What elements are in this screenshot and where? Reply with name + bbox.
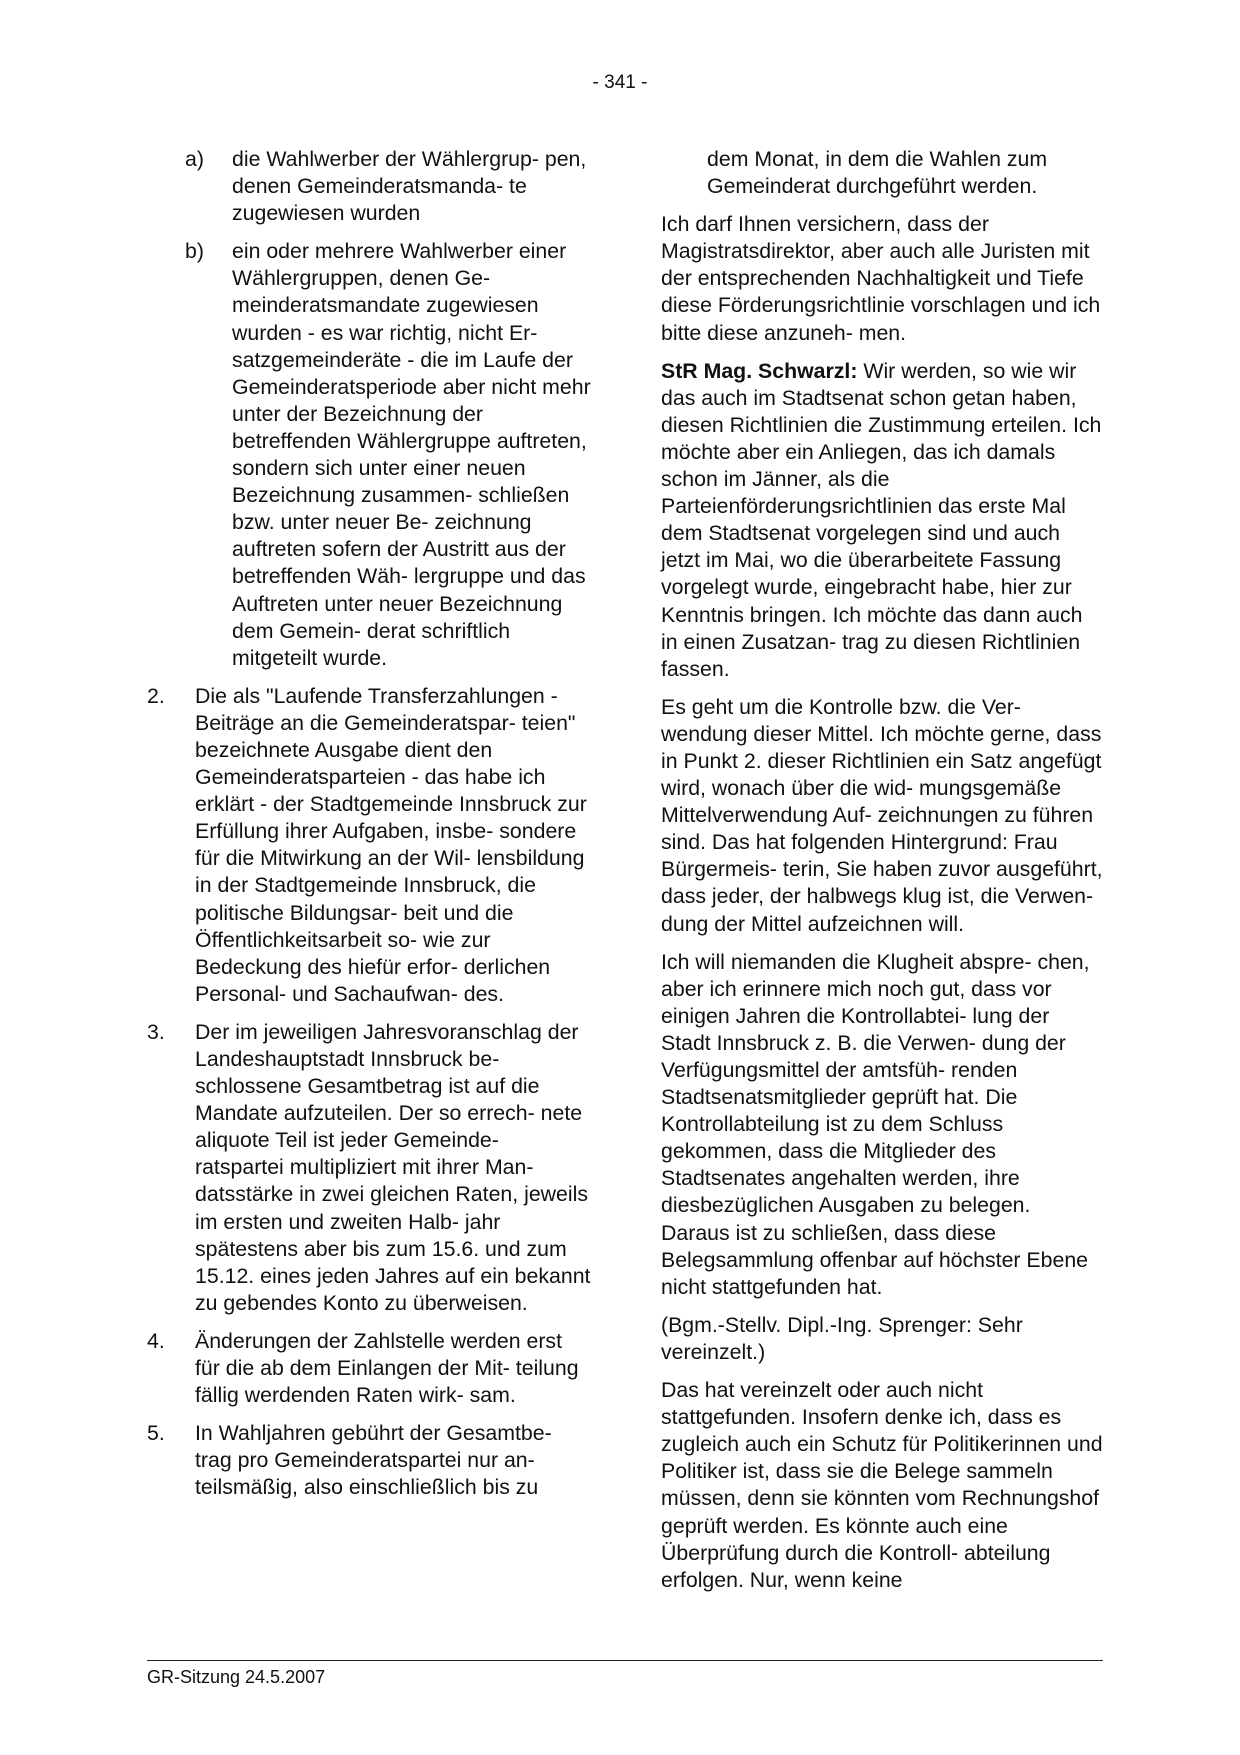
list-item-label: a) [185, 147, 204, 171]
list-item-text: die Wahlwerber der Wählergrup- pen, denen Gemeinderatsmanda- te zugewiesen wurden [232, 147, 587, 226]
paragraph: Es geht um die Kontrolle bzw. die Ver- wendung dieser Mittel. Ich möchte gerne, dass in Punkt 2. dieser Richtlinien ein Satz angefügt wird, wonach über die wid- mungsgemäße Mittelverwendung Auf- zeichnungen zu führen sind. Das hat folgenden Hintergrund: Frau Bürgermeis- terin, Sie haben zuvor ausgeführt, dass jeder, der halbwegs klug ist, die Verwen- dung der Mittel aufzeichnen will. [661, 694, 1103, 936]
list-item-text: Änderungen der Zahlstelle werden erst für die ab dem Einlangen der Mit- teilung fällig werdenden Raten wirk- sam. [195, 1328, 579, 1408]
right-column [661, 146, 1103, 1605]
list-item-text: ein oder mehrere Wahlwerber einer Wählergruppen, denen Ge- meinderatsmandate zugewiesen wurden - es war richtig, nicht Er- satzgemeinderäte - die im Laufe der Gemeinderatsperiode aber nicht mehr unter der Bezeichnung der betreffenden Wählergruppe auftreten, sondern sich unter einer neuen Bezeichnung zusammen- schließen bzw. unter neuer Be- zeichnung auftreten sofern der Austritt aus der betreffenden Wäh- lergruppe und das Auftreten unter neuer Bezeichnung dem Gemein- derat schriftlich mitgeteilt wurde. [232, 239, 591, 670]
list-item-label: 4. [147, 1328, 165, 1353]
speech-paragraph [661, 358, 1103, 683]
list-item-b [147, 238, 592, 672]
list-item-5 [147, 1420, 592, 1501]
footer-divider [147, 1660, 1103, 1661]
list-item-continuation: dem Monat, in dem die Wahlen zum Gemeinderat durchgeführt werden. [707, 147, 1048, 199]
speaker-name: StR Mag. Schwarzl: [661, 358, 858, 383]
list-item-4 [147, 1328, 592, 1409]
paragraph: Das hat vereinzelt oder auch nicht stattgefunden. Insofern denke ich, dass es zugleich auch ein Schutz für Politikerinnen und Politiker ist, dass sie die Belege sammeln müssen, denn sie könnten vom Rechnungshof geprüft werden. Es könnte auch eine Überprüfung durch die Kontroll- abteilung erfolgen. Nur, wenn keine [661, 1378, 1103, 1592]
list-item-2 [147, 683, 592, 1008]
list-item-label: 5. [147, 1421, 165, 1446]
list-item-3 [147, 1019, 592, 1317]
list-item-text: Die als "Laufende Transferzahlungen - Beiträge an die Gemeinderatspar- teien" bezeichnete Ausgabe dient den Gemeinderatsparteien - das habe ich erklärt - der Stadtgemeinde Innsbruck zur Erfüllung ihrer Aufgaben, insbe- sondere für die Mitwirkung an der Wil- lensbildung in der Stadtgemeinde Innsbruck, die politische Bildungsar- beit und die Öffentlichkeitsarbeit so- wie zur Bedeckung des hiefür erfor- derlichen Personal- und Sachaufwan- des. [195, 683, 587, 1006]
left-column [147, 146, 592, 1513]
speech-text: Wir werden, so wie wir das auch im Stadtsenat schon getan haben, diesen Richtlinien die Zustimmung erteilen. Ich möchte aber ein Anliegen, das ich damals schon im Jänner, als die Parteienförderungsrichtlinien das erste Mal dem Stadtsenat vorgelegen sind und auch jetzt im Mai, wo die überarbeitete Fassung vorgelegt wurde, eingebracht habe, hier zur Kenntnis bringen. Ich möchte das dann auch in einen Zusatzan- trag zu diesen Richtlinien fassen. [661, 358, 1102, 681]
paragraph: Ich darf Ihnen versichern, dass der Magistratsdirektor, aber auch alle Juristen mit der entsprechenden Nachhaltigkeit und Tiefe diese Förderungsrichtlinie vorschlagen und ich bitte diese anzuneh- men. [661, 212, 1101, 345]
list-item-label: 2. [147, 683, 165, 708]
list-item-label: 3. [147, 1019, 165, 1044]
list-item-text: In Wahljahren gebührt der Gesamtbe- trag pro Gemeinderatspartei nur an- teilsmäßig, also einschließlich bis zu [195, 1421, 552, 1500]
list-item-a [147, 146, 592, 227]
paragraph: Ich will niemanden die Klugheit abspre- chen, aber ich erinnere mich noch gut, dass vor einigen Jahren die Kontrollabtei- lung der Stadt Innsbruck z. B. die Verwen- dung der Verfügungsmittel der amtsfüh- renden Stadtsenatsmitglieder geprüft hat. Die Kontrollabteilung ist zu dem Schluss gekommen, dass die Mitglieder des Stadtsenates angehalten werden, ihre diesbezüglichen Ausgaben zu belegen. Daraus ist zu schließen, dass diese Belegsammlung offenbar auf höchster Ebene nicht stattgefunden hat. [661, 949, 1090, 1299]
list-item-text: Der im jeweiligen Jahresvoranschlag der Landeshauptstadt Innsbruck be- schlossene Gesamtbetrag ist auf die Mandate aufzuteilen. Der so errech- nete aliquote Teil ist jeder Gemeinde- ratspartei multipliziert mit ihrer Man- datsstärke in zwei gleichen Raten, jeweils im ersten und zweiten Halb- jahr spätestens aber bis zum 15.6. und zum 15.12. eines jeden Jahres auf ein bekannt zu gebendes Konto zu überweisen. [195, 1019, 591, 1315]
interjection: (Bgm.-Stellv. Dipl.-Ing. Sprenger: Sehr vereinzelt.) [661, 1312, 1023, 1364]
page-number: - 341 - [592, 72, 648, 93]
footer-session-date: GR-Sitzung 24.5.2007 [147, 1667, 326, 1687]
list-item-label: b) [185, 239, 204, 264]
